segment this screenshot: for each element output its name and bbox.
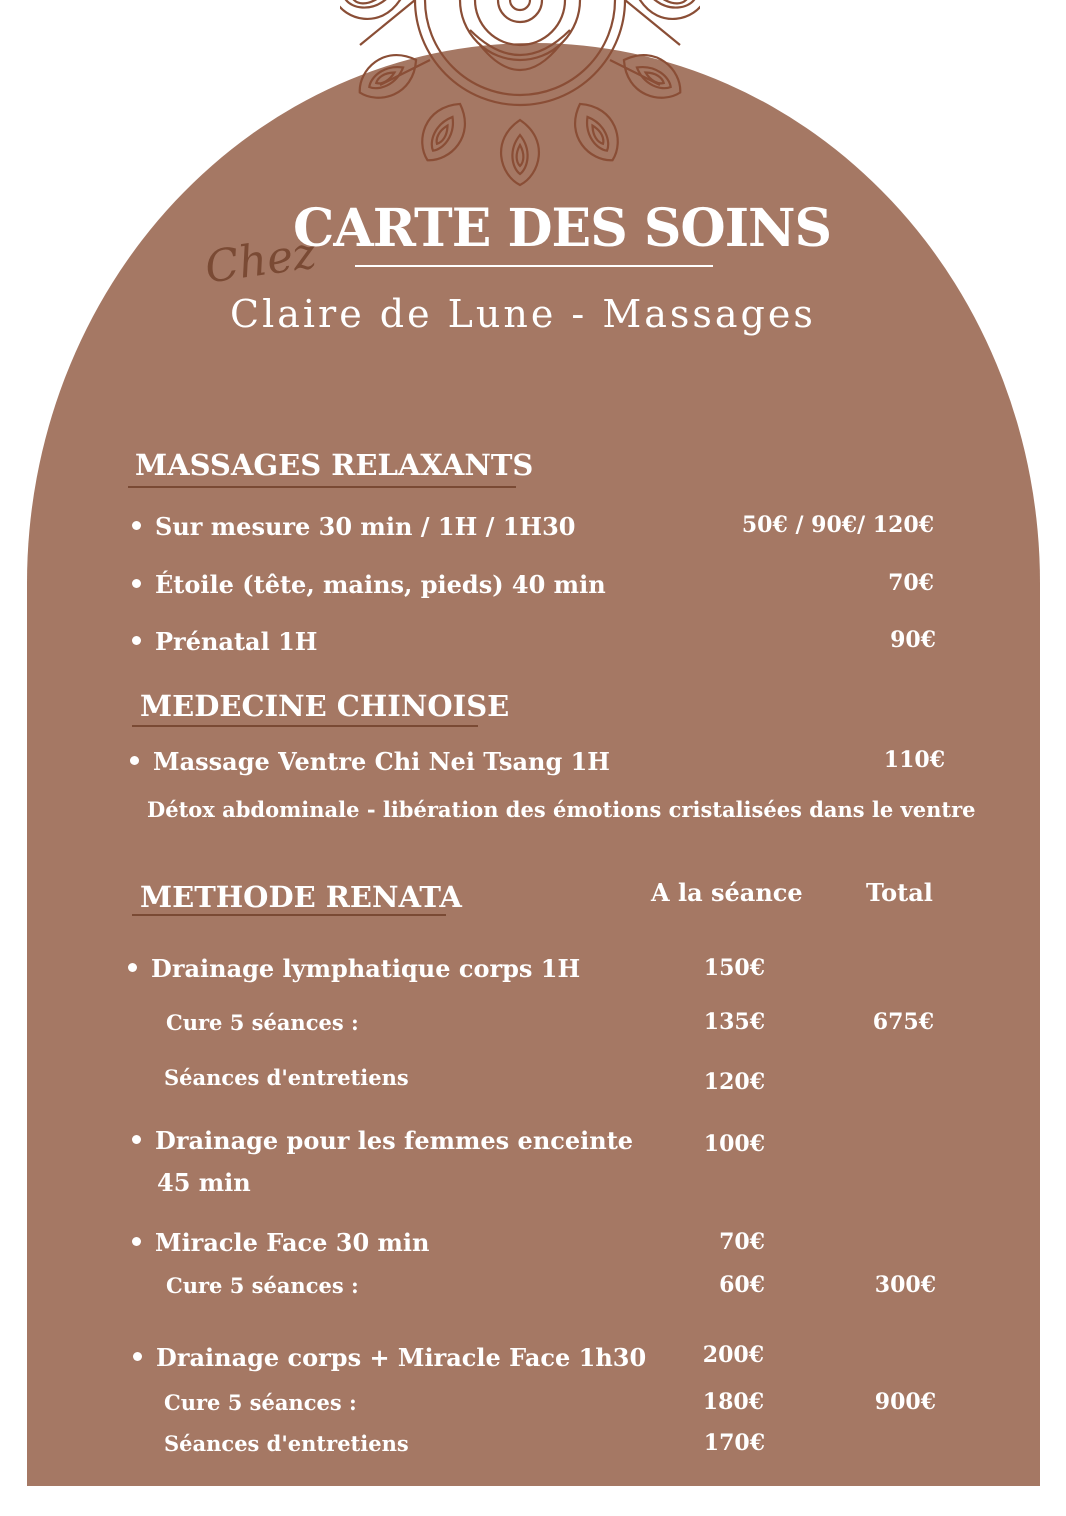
list-item: Drainage lymphatique corps 1H: [128, 954, 580, 983]
price: 135€: [703, 1009, 765, 1035]
list-item: Sur mesure 30 min / 1H / 1H30: [132, 512, 576, 541]
section-title-relaxants: MASSAGES RELAXANTS: [135, 448, 534, 482]
price: 120€: [703, 1069, 765, 1095]
bullet-icon: [132, 521, 141, 530]
price: 70€: [719, 1229, 765, 1255]
column-header-total: Total: [866, 878, 933, 907]
sub-item: Séances d'entretiens: [164, 1431, 409, 1456]
price: 90€: [890, 627, 936, 653]
bullet-icon: [128, 963, 137, 972]
bullet-icon: [130, 756, 139, 765]
list-item: Étoile (tête, mains, pieds) 40 min: [132, 570, 606, 599]
price: 110€: [883, 747, 945, 773]
section-underline: [128, 486, 516, 488]
page-title: CARTE DES SOINS: [293, 198, 832, 259]
total-price: 675€: [872, 1009, 934, 1035]
price: 100€: [703, 1131, 765, 1157]
price: 180€: [702, 1389, 764, 1415]
bullet-icon: [132, 1237, 141, 1246]
list-item: Miracle Face 30 min: [132, 1228, 429, 1257]
price: 50€ / 90€/ 120€: [741, 512, 934, 538]
section-underline: [132, 725, 478, 727]
column-header-seance: A la séance: [651, 878, 803, 907]
list-item: Drainage pour les femmes enceinte: [132, 1126, 633, 1155]
title-underline: [355, 265, 713, 267]
section-title-chinoise: MEDECINE CHINOISE: [140, 689, 510, 723]
list-item-continuation: 45 min: [157, 1168, 251, 1197]
sub-item: Cure 5 séances :: [166, 1010, 359, 1035]
sub-item: Cure 5 séances :: [164, 1390, 357, 1415]
total-price: 300€: [874, 1272, 936, 1298]
item-description: Détox abdominale - libération des émotions cristalisées dans le ventre: [147, 797, 976, 822]
price: 60€: [719, 1272, 765, 1298]
price: 70€: [888, 570, 934, 596]
bullet-icon: [133, 1352, 142, 1361]
sub-item: Cure 5 séances :: [166, 1273, 359, 1298]
list-item: Prénatal 1H: [132, 627, 317, 656]
bullet-icon: [132, 1135, 141, 1144]
total-price: 900€: [874, 1389, 936, 1415]
price: 150€: [703, 955, 765, 981]
bullet-icon: [132, 636, 141, 645]
page-subtitle: Claire de Lune - Massages: [230, 292, 816, 336]
section-underline: [132, 914, 446, 916]
list-item: Massage Ventre Chi Nei Tsang 1H: [130, 747, 610, 776]
bullet-icon: [132, 579, 141, 588]
mandala-icon: [340, 0, 700, 195]
price: 200€: [702, 1342, 764, 1368]
section-title-renata: METHODE RENATA: [140, 880, 462, 914]
chez-script: Chez: [201, 227, 320, 294]
list-item: Drainage corps + Miracle Face 1h30: [133, 1343, 646, 1372]
sub-item: Séances d'entretiens: [164, 1065, 409, 1090]
price: 170€: [703, 1430, 765, 1456]
